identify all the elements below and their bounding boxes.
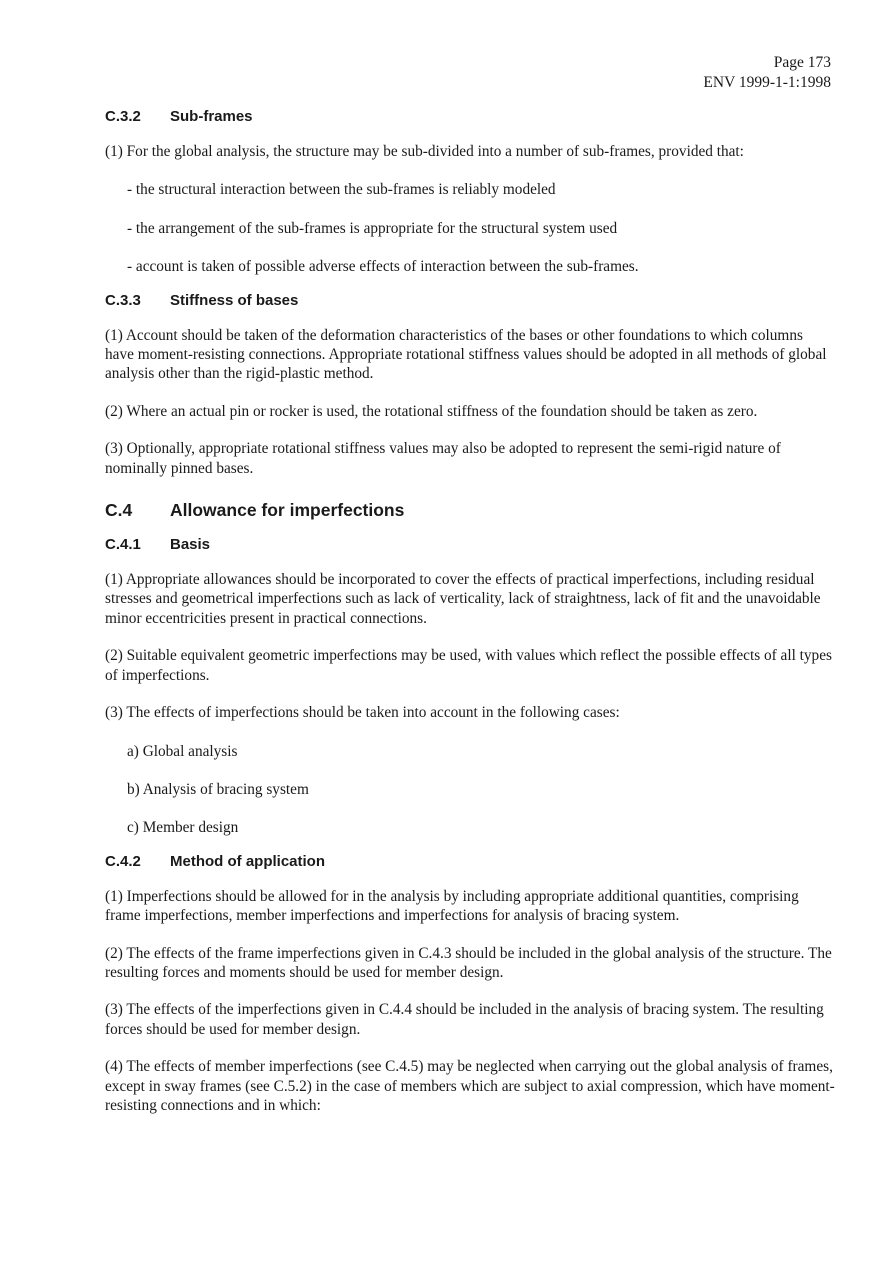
- paragraph: (4) The effects of member imperfections (see C.4.5) may be neglected when carrying out the global analysis of frames, except in sway frames (see C.5.2) in the case of members which are subject to axial compression, which have moment-resisting connections and in which:: [105, 1058, 835, 1114]
- section-title: Sub-frames: [170, 108, 253, 125]
- section-heading-c33: [105, 288, 835, 314]
- list-item: - the structural interaction between the sub-frames is reliably modeled: [127, 181, 556, 199]
- document-id: ENV 1999-1-1:1998: [703, 74, 831, 91]
- section-heading-c32: [105, 104, 835, 130]
- section-number: C.4.1: [105, 536, 141, 554]
- paragraph: (3) The effects of imperfections should be taken into account in the following cases:: [105, 704, 620, 722]
- paragraph: (1) Account should be taken of the deformation characteristics of the bases or other foundations to which columns have moment-resisting connections. Appropriate rotational stiffness values should be adopted in all methods of global analysis other than the rigid-plastic method.: [105, 326, 827, 383]
- section-number: C.4.2: [105, 852, 141, 870]
- section-title: Basis: [170, 536, 211, 554]
- paragraph: (1) Appropriate allowances should be incorporated to cover the effects of practical imperfections, including residual stresses and geometrical imperfections such as lack of verticality, lack of straightness, lack of fit and the unavoidable minor eccentricities present in practical connections.: [105, 571, 821, 627]
- paragraph: (3) The effects of the imperfections given in C.4.4 should be included in the analysis of bracing system. The resulting forces should be used for member design.: [105, 1001, 824, 1038]
- paragraph: (2) Suitable equivalent geometric imperfections may be used, with values which reflect the possible effects of all types of imperfections.: [105, 647, 832, 684]
- section-heading-c41: [105, 532, 835, 558]
- paragraph: (1) Imperfections should be allowed for in the analysis by including appropriate additional quantities, comprising frame imperfections, member imperfections and imperfections for analysis of bracing system.: [105, 887, 799, 925]
- list-item: - account is taken of possible adverse effects of interaction between the sub-frames.: [127, 258, 639, 276]
- paragraph: (3) Optionally, appropriate rotational stiffness values may also be adopted to represent the semi-rigid nature of nominally pinned bases.: [105, 440, 781, 477]
- section-title: Allowance for imperfections: [170, 500, 405, 521]
- page-number: Page 173: [773, 54, 831, 71]
- list-item: c) Member design: [127, 819, 239, 837]
- section-number: C.3.2: [105, 108, 141, 125]
- page-header: [703, 53, 831, 93]
- page-body: [105, 104, 835, 1115]
- list-item: - the arrangement of the sub-frames is appropriate for the structural system used: [127, 219, 618, 237]
- paragraph: (2) The effects of the frame imperfections given in C.4.3 should be included in the global analysis of the structure. The resulting forces and moments should be used for member design.: [105, 944, 832, 981]
- paragraph: (1) For the global analysis, the structure may be sub-divided into a number of sub-frames, provided that:: [105, 143, 744, 160]
- list-item: b) Analysis of bracing system: [127, 780, 309, 798]
- section-title: Stiffness of bases: [170, 291, 299, 309]
- section-title: Method of application: [170, 852, 325, 870]
- list-item: a) Global analysis: [127, 742, 238, 760]
- section-heading-c42: [105, 849, 835, 875]
- section-number: C.3.3: [105, 291, 141, 309]
- paragraph: (2) Where an actual pin or rocker is used, the rotational stiffness of the foundation should be taken as zero.: [105, 402, 758, 420]
- section-number: C.4: [105, 500, 133, 521]
- section-heading-c4: [105, 496, 835, 524]
